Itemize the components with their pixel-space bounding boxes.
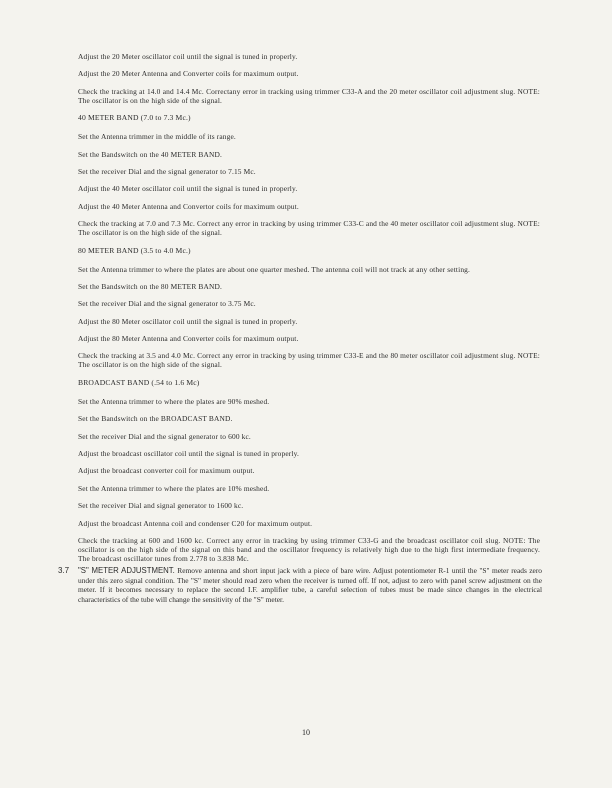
- page-number: 10: [302, 728, 310, 737]
- instruction-line: Adjust the broadcast converter coil for maximum output.: [78, 466, 255, 476]
- instruction-line: Set the receiver Dial and the signal generator to 3.75 Mc.: [78, 299, 256, 309]
- tracking-check-paragraph: Check the tracking at 7.0 and 7.3 Mc. Correct any error in tracking by using trimmer C33-C and the 40 meter oscillator coil adjustment slug. NOTE: The oscillator is on the high side of the signal.: [78, 219, 540, 238]
- section-body: [78, 566, 542, 604]
- instruction-line: Adjust the 40 Meter oscillator coil until the signal is tuned in properly.: [78, 184, 298, 194]
- section-title: "S" METER ADJUSTMENT.: [78, 566, 175, 575]
- instruction-line: Adjust the 40 Meter Antenna and Convertor coils for maximum output.: [78, 201, 299, 211]
- instruction-line: Set the Bandswitch on the 40 METER BAND.: [78, 149, 222, 159]
- section-3-7: [58, 566, 542, 604]
- section-text: Remove antenna and short input jack with a piece of bare wire. Adjust potentiometer R-1 until the "S" meter reads zero under this zero signal condition. The "S" meter should read zero when the receiver is turned off. If not, adjust to zero with panel screw adjustment on the meter. If it becomes necessary to replace the second I.F. amplifier tube, a careful selection of tubes must be made since changes in the electrical characteristics of the tube will change the sensitivity of the "S" meter.: [78, 566, 542, 604]
- instruction-line: Set the Bandswitch on the 80 METER BAND.: [78, 281, 222, 291]
- instruction-line: Set the receiver Dial and the signal generator to 7.15 Mc.: [78, 166, 256, 176]
- section-number: 3.7: [58, 566, 70, 575]
- tracking-check-paragraph: Check the tracking at 600 and 1600 kc. Correct any error in tracking by using trimmer C33-G and the broadcast oscillator coil slug. NOTE: The oscillator is on the high side of the signal on this band and the oscillator frequency is relatively high due to the high first intermediate frequency. The broadcast oscillator tunes from 2.778 to 3.838 Mc.: [78, 535, 540, 563]
- band-heading-broadcast: BROADCAST BAND (.54 to 1.6 Mc): [78, 377, 200, 387]
- instruction-line: Set the Antenna trimmer to where the plates are 10% meshed.: [78, 483, 270, 493]
- instruction-line: Adjust the 80 Meter Antenna and Converter coils for maximum output.: [78, 334, 299, 344]
- instruction-line: Set the Antenna trimmer in the middle of its range.: [78, 132, 236, 142]
- instruction-line: Adjust the broadcast Antenna coil and condenser C20 for maximum output.: [78, 518, 313, 528]
- instruction-line: Set the Antenna trimmer to where the plates are 90% meshed.: [78, 396, 270, 406]
- instruction-line: Set the Bandswitch on the BROADCAST BAND.: [78, 414, 233, 424]
- band-heading-40m: 40 METER BAND (7.0 to 7.3 Mc.): [78, 113, 191, 123]
- instruction-line: Adjust the 20 Meter oscillator coil until the signal is tuned in properly.: [78, 52, 298, 61]
- alignment-instructions: [78, 52, 540, 571]
- instruction-line: Adjust the 20 Meter Antenna and Converter coils for maximum output.: [78, 69, 299, 79]
- instruction-line: Set the receiver Dial and signal generator to 1600 kc.: [78, 501, 244, 511]
- band-heading-80m: 80 METER BAND (3.5 to 4.0 Mc.): [78, 245, 191, 255]
- instruction-line: Adjust the broadcast oscillator coil until the signal is tuned in properly.: [78, 449, 299, 459]
- tracking-check-paragraph: Check the tracking at 14.0 and 14.4 Mc. Correctany error in tracking using trimmer C33-A and the 20 meter oscillator coil adjustment slug. NOTE: The oscillator is on the high side of the signal.: [78, 86, 540, 105]
- instruction-line: Set the receiver Dial and the signal generator to 600 kc.: [78, 431, 251, 441]
- tracking-check-paragraph: Check the tracking at 3.5 and 4.0 Mc. Correct any error in tracking by using trimmer C33-E and the 80 meter oscillator coil adjustment slug. NOTE: The oscillator is on the high side of the signal.: [78, 351, 540, 370]
- instruction-paragraph: Set the Antenna trimmer to where the plates are about one quarter meshed. The antenna coil will not track at any other setting.: [78, 264, 471, 274]
- instruction-line: Adjust the 80 Meter oscillator coil until the signal is tuned in properly.: [78, 316, 298, 326]
